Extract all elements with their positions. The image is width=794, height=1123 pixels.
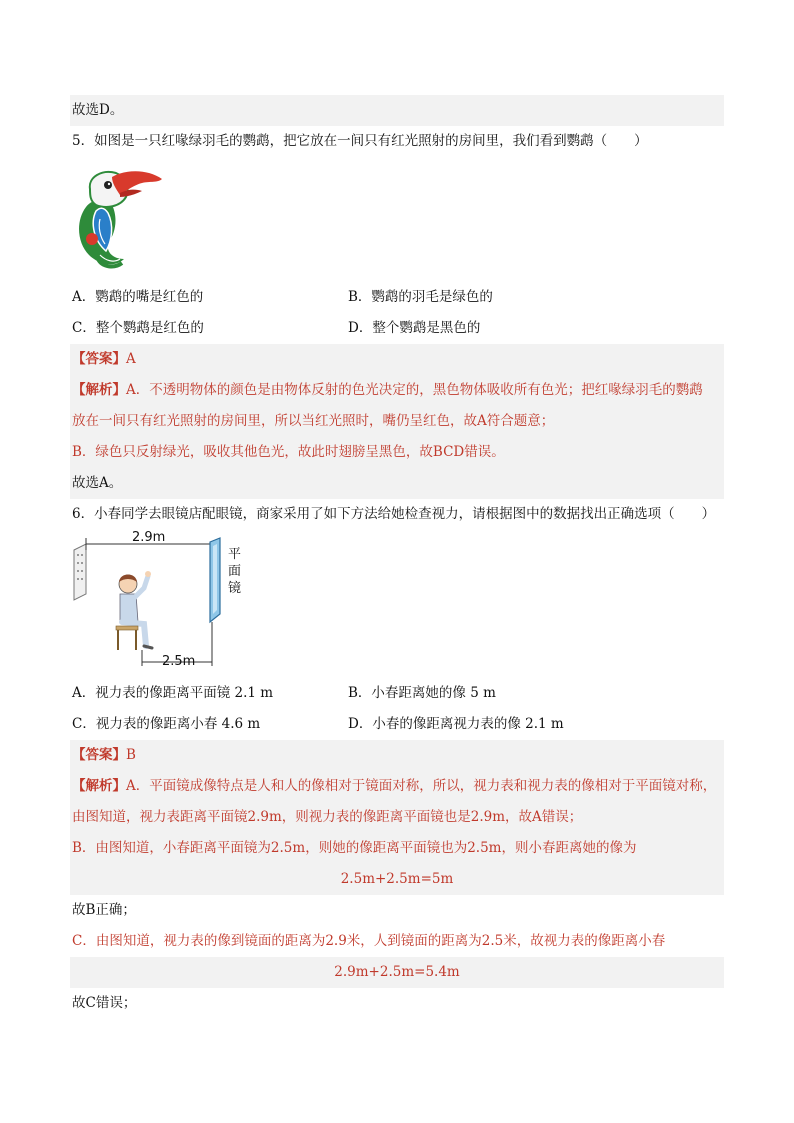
q6-analysis-line-3 [70, 833, 724, 864]
question-text: 6．小春同学去眼镜店配眼镜，商家采用了如下方法给她检查视力，请根据图中的数据找出正确选项（ ） [72, 506, 716, 522]
q5-options-row-2 [70, 313, 724, 344]
mirror-label: 平 面 镜 [228, 547, 242, 596]
parrot-eye-shape [104, 181, 112, 189]
analysis-text: B．由图知道，小春距离平面镜为2.5m，则她的像距离平面镜也为2.5m，则小春距离她的像为 [72, 840, 637, 856]
option-b[interactable]: B．鹦鹉的羽毛是绿色的 [348, 289, 493, 305]
option-a[interactable]: A．鹦鹉的嘴是红色的 [72, 289, 204, 305]
answer-label: 【答案】 [72, 747, 126, 763]
option-b[interactable]: B．小春距离她的像 5 m [348, 685, 496, 701]
q4-conclusion [70, 95, 724, 126]
conclusion-text: 故选D。 [72, 102, 124, 118]
q6-question [70, 499, 724, 530]
q6-formula-2 [70, 957, 724, 988]
top-distance-label: 2.9m [132, 530, 166, 545]
q5-answer [70, 344, 724, 375]
analysis-text: B．绿色只反射绿光，吸收其他色光，故此时翅膀呈黑色，故BCD错误。 [72, 444, 505, 460]
option-a[interactable]: A．视力表的像距离平面镜 2.1 m [72, 685, 274, 701]
q5-analysis-line-2 [70, 406, 724, 437]
analysis-text: C．由图知道，视力表的像到镜面的距离为2.9米，人到镜面的距离为2.5米，故视力表的像距离小春 [72, 933, 666, 949]
bottom-distance-label: 2.5m [162, 654, 196, 669]
formula-text: 2.9m+2.5m=5.4m [334, 964, 460, 980]
answer-value: A [126, 351, 136, 367]
result-text: 故B正确； [72, 902, 136, 918]
q6-c-analysis [70, 926, 724, 957]
q5-question [70, 126, 724, 157]
q6-analysis-line-2 [70, 802, 724, 833]
q6-options-row-2 [70, 709, 724, 740]
result-text: 故C错误； [72, 995, 137, 1011]
q6-formula-1 [70, 864, 724, 895]
answer-label: 【答案】 [72, 351, 126, 367]
q5-analysis-line-1 [70, 375, 724, 406]
analysis-text: A．平面镜成像特点是人和人的像相对于镜面对称，所以，视力表和视力表的像相对于平面镜对称， [126, 778, 717, 794]
analysis-text: 放在一间只有红光照射的房间里，所以当红光照时，嘴仍呈红色，故A符合题意； [72, 413, 555, 429]
option-d[interactable]: D．小春的像距离视力表的像 2.1 m [348, 716, 564, 732]
q6-options-row-1 [70, 678, 724, 709]
conclusion-text: 故选A。 [72, 475, 123, 491]
q5-options-row-1 [70, 282, 724, 313]
eye-test-figure [70, 532, 250, 672]
q5-conclusion [70, 468, 724, 499]
q6-answer [70, 740, 724, 771]
q6-analysis-line-1 [70, 771, 724, 802]
analysis-text: A．不透明物体的颜色是由物体反射的色光决定的，黑色物体吸收所有色光；把红喙绿羽毛的鹦鹉 [126, 382, 703, 398]
question-text: 5．如图是一只红喙绿羽毛的鹦鹉，把它放在一间只有红光照射的房间里，我们看到鹦鹉（ ） [72, 133, 648, 149]
analysis-text: 由图知道，视力表距离平面镜2.9m，则视力表的像距离平面镜也是2.9m，故A错误； [72, 809, 583, 825]
formula-text: 2.5m+2.5m=5m [340, 871, 454, 887]
eye-chart-board [74, 544, 86, 600]
parrot-figure [72, 167, 168, 271]
q6-c-result [70, 988, 724, 1019]
option-c[interactable]: C．整个鹦鹉是红色的 [72, 320, 204, 336]
parrot-berry-shape [86, 233, 98, 245]
stool [116, 626, 138, 630]
answer-value: B [126, 747, 136, 763]
analysis-label: 【解析】 [72, 382, 126, 398]
q6-b-result [70, 895, 724, 926]
option-c[interactable]: C．视力表的像距离小春 4.6 m [72, 716, 261, 732]
option-d[interactable]: D．整个鹦鹉是黑色的 [348, 320, 481, 336]
analysis-label: 【解析】 [72, 778, 126, 794]
q5-analysis-line-3 [70, 437, 724, 468]
